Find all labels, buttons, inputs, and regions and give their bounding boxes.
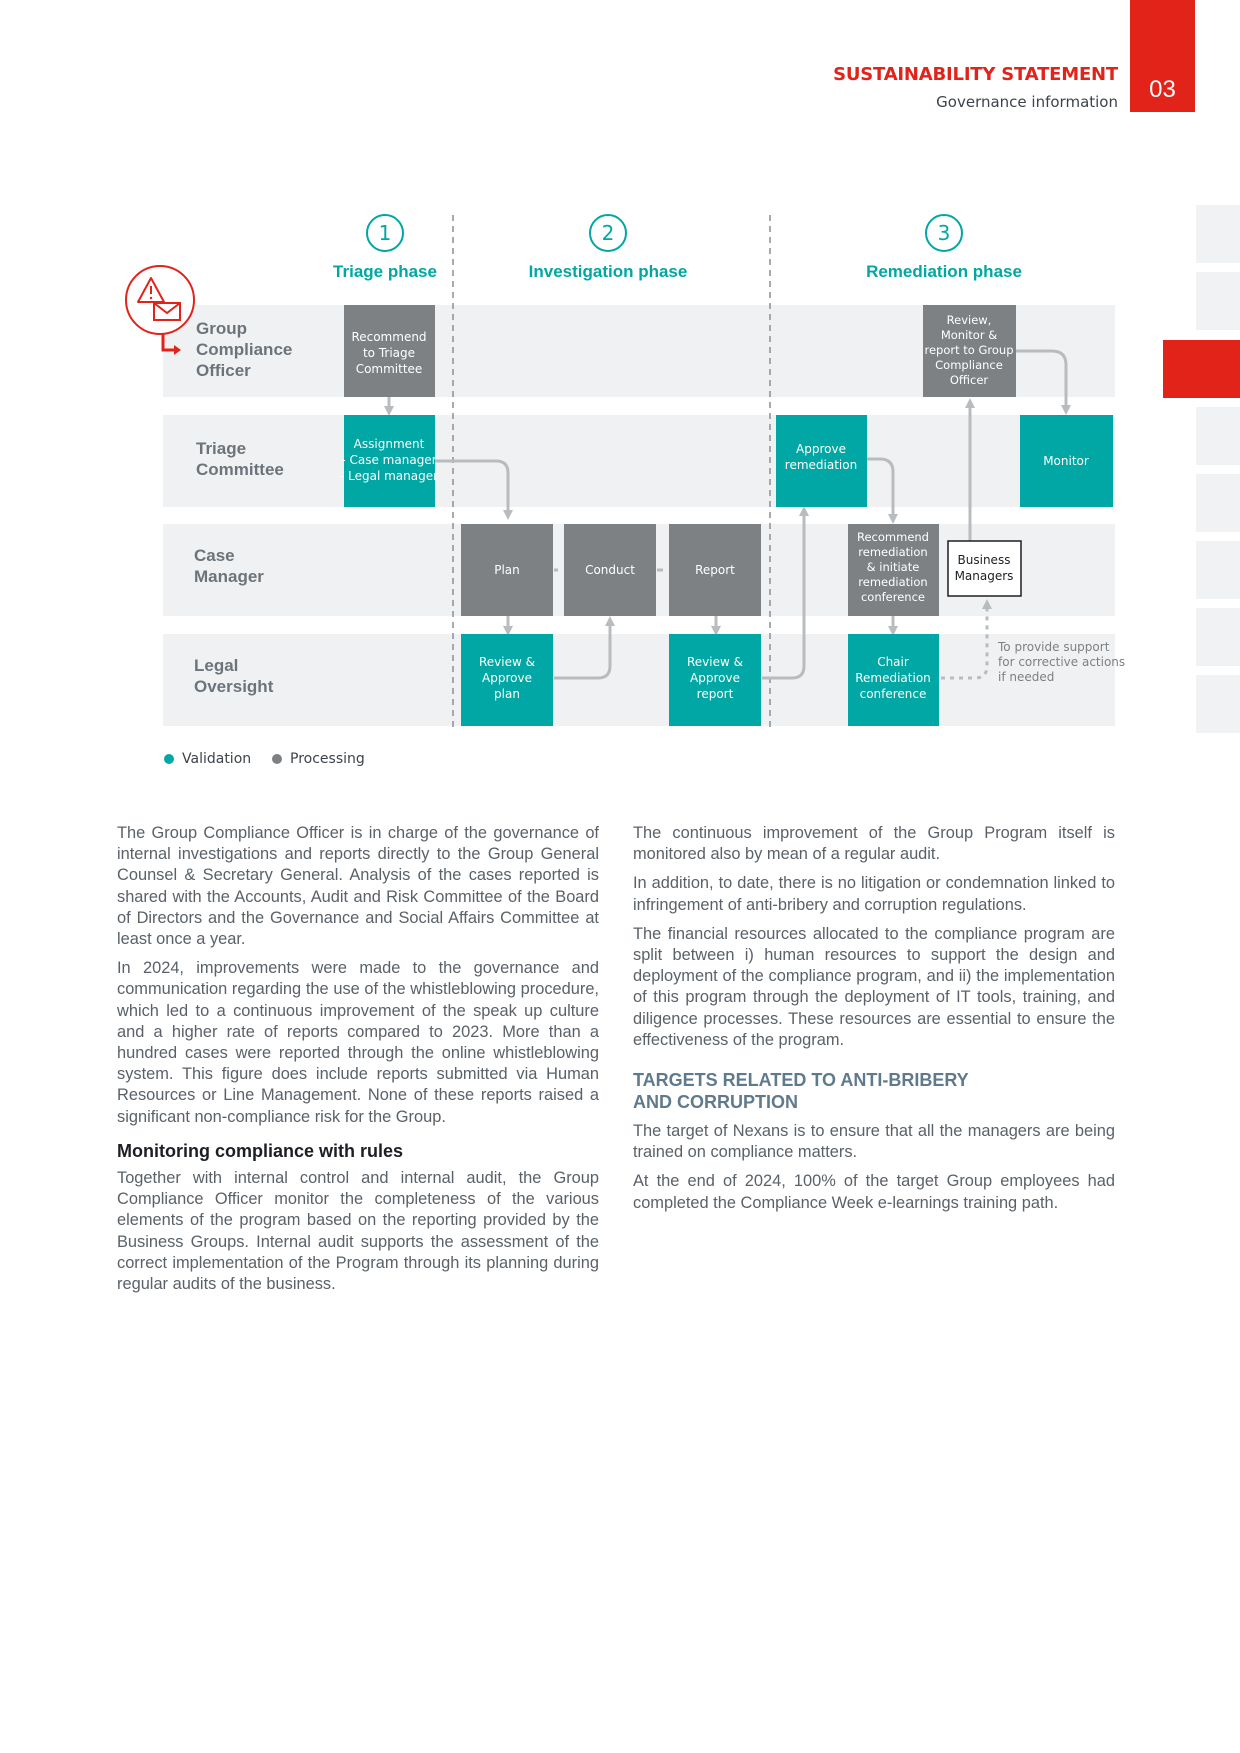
lane-label: Triage Committee: [196, 439, 284, 479]
phase-number: 2: [601, 221, 615, 245]
step-label: Review & Approve plan: [479, 655, 535, 701]
lane-background: [163, 634, 1115, 726]
section-subtitle: Governance information: [936, 93, 1118, 111]
phase-3-header: [866, 215, 1022, 281]
step-label: Chair Remediation conference: [855, 655, 931, 701]
legend-label: Processing: [290, 751, 365, 767]
step-label: Assignment - Case manager - Legal manager: [339, 437, 439, 483]
phase-label: Triage phase: [333, 262, 437, 281]
left-text-column: [117, 823, 599, 1303]
legend-dot: [272, 754, 282, 764]
step-label: Plan: [494, 563, 520, 577]
lane-label: Case Manager: [194, 546, 264, 586]
paragraph: In 2024, improvements were made to the governance and communication regarding the use of the whistleblowing procedure, which led to a continuous improvement of the speak up culture and a higher rate of reports compared to 2023. More than a hundred cases were reported through the online whistleblowing system. This figure does include reports submitted via Human Resources or Line Management. None of these reports raised a significant non-compliance risk for the Group.: [117, 959, 599, 1126]
legend-label: Validation: [182, 751, 252, 767]
chapter-number: 03: [1149, 76, 1176, 103]
legend-dot: [164, 754, 174, 764]
paragraph: The continuous improvement of the Group Program itself is monitored also by mean of a regular audit.: [633, 824, 1115, 864]
paragraph: In addition, to date, there is no litigation or condemnation linked to infringement of anti-bribery and corruption regulations.: [633, 874, 1115, 914]
step-label: Approve remediation: [784, 442, 858, 472]
paragraph: Together with internal control and internal audit, the Group Compliance Officer monitor the completeness of the various elements of the program based on the reporting provided by the Business Groups. Internal audit supports the assessment of the correct implementation of the Program through its planning during regular audits of the business.: [117, 1169, 599, 1294]
legend-item-processing: [272, 751, 365, 767]
lane-label: Legal Oversight: [194, 656, 274, 696]
step-label: Business Managers: [954, 553, 1014, 583]
phase-1-header: [333, 215, 437, 281]
investigation-process-diagram: [0, 0, 1240, 790]
step-label: Report: [695, 563, 735, 577]
lane-label: Group Compliance Officer: [196, 319, 293, 380]
flow-connectors: [389, 351, 1066, 678]
paragraph: The target of Nexans is to ensure that all the managers are being trained on compliance matters.: [633, 1122, 1115, 1162]
step-label: Monitor: [1043, 454, 1089, 468]
paragraph: The financial resources allocated to the compliance program are split between i) human resources to support the design and deployment of the compliance program, and ii) the implementation of this program through the deployment of IT tools, training, and diligence processes. These resources are essential to ensure the effectiveness of the program.: [633, 924, 1115, 1049]
step-label: Recommend to Triage Committee: [351, 330, 427, 376]
section-heading: TARGETS RELATED TO ANTI-BRIBERY AND CORRUPTION: [633, 1070, 969, 1113]
step-label: Review & Approve report: [687, 655, 743, 701]
lane-background: [163, 415, 1115, 507]
section-title: SUSTAINABILITY STATEMENT: [833, 64, 1118, 85]
phase-number: 3: [937, 221, 951, 245]
step-label: Review, Monitor & report to Group Compliance Officer: [924, 313, 1014, 387]
right-text-column: [633, 823, 1115, 1222]
step-label: Recommend remediation & initiate remediation conference: [857, 530, 929, 604]
subheading: Monitoring compliance with rules: [117, 1140, 404, 1161]
paragraph: The Group Compliance Officer is in charge of the governance of internal investigations and reports directly to the Group General Counsel & Secretary General. Analysis of the cases reported is shared with the Accounts, Audit and Risk Committee of the Board of Directors and the Governance and Social Affairs Committee at least once a year.: [117, 824, 599, 949]
phase-label: Investigation phase: [528, 262, 688, 281]
legend-item-validation: [164, 751, 251, 767]
step-label: Conduct: [585, 563, 635, 577]
support-note: To provide support for corrective actions if needed: [998, 640, 1126, 684]
phase-2-header: [529, 215, 688, 281]
paragraph: At the end of 2024, 100% of the target Group employees had completed the Compliance Week e-learnings training path.: [633, 1172, 1115, 1212]
phase-number: 1: [378, 221, 392, 245]
phase-label: Remediation phase: [866, 262, 1022, 281]
